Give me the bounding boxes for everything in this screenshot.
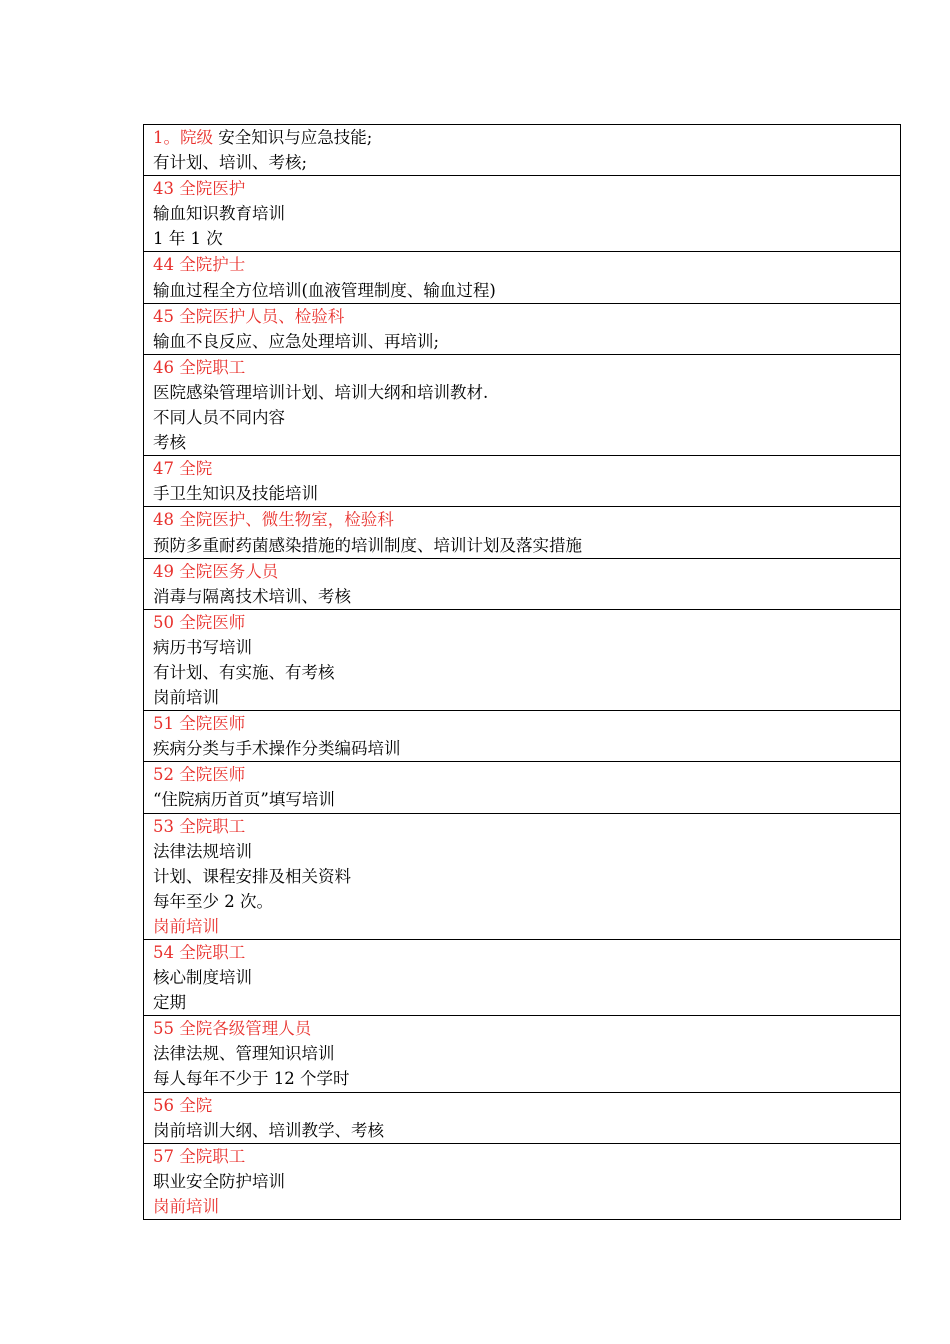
- table-cell: [144, 940, 901, 1016]
- table-row: [144, 1143, 901, 1219]
- category-label: 45 全院医护人员、检验科: [153, 306, 345, 326]
- item-text: 安全知识与应急技能;: [218, 128, 373, 147]
- item-text: 核心制度培训: [153, 968, 252, 988]
- table-row: [144, 558, 901, 609]
- table-row: [144, 252, 901, 303]
- table-row: [144, 609, 901, 710]
- category-label: 44 全院护士: [153, 255, 246, 275]
- training-table: [143, 124, 901, 1220]
- table-cell: [144, 711, 901, 762]
- item-text: 预防多重耐药菌感染措施的培训制度、培训计划及落实措施: [153, 535, 582, 555]
- table-cell: [144, 813, 901, 939]
- category-label: 46 全院职工: [153, 357, 246, 377]
- item-text: 不同人员不同内容: [153, 408, 285, 428]
- table-cell: [144, 176, 901, 252]
- category-label: 48 全院医护、微生物室，检验科: [153, 510, 394, 530]
- item-text: 定期: [153, 993, 186, 1013]
- item-text: 消毒与隔离技术培训、考核: [153, 586, 351, 606]
- item-text: 法律法规、管理知识培训: [153, 1044, 335, 1064]
- category-label: 51 全院医师: [153, 714, 246, 734]
- category-label: 54 全院职工: [153, 943, 246, 962]
- category-label: 49 全院医务人员: [153, 561, 279, 581]
- table-cell: [144, 1143, 901, 1219]
- category-label: 53 全院职工: [153, 816, 246, 836]
- table-row: [144, 813, 901, 939]
- table-row: [144, 762, 901, 813]
- item-text: 计划、课程安排及相关资料: [153, 866, 351, 886]
- category-label: 1。院级: [153, 128, 219, 147]
- category-label: 57 全院职工: [153, 1146, 246, 1166]
- item-text: 职业安全防护培训: [153, 1171, 285, 1191]
- item-text: 手卫生知识及技能培训: [153, 484, 318, 504]
- table-row: [144, 507, 901, 558]
- item-text: 每人每年不少于 12 个学时: [153, 1069, 350, 1089]
- table-cell: [144, 303, 901, 354]
- category-label: 52 全院医师: [153, 765, 246, 785]
- table-cell: [144, 558, 901, 609]
- item-text: 考核: [153, 433, 186, 453]
- item-text: 医院感染管理培训计划、培训大纲和培训教材.: [153, 382, 489, 402]
- item-text: 有计划、有实施、有考核: [153, 662, 335, 682]
- item-text: 疾病分类与手术操作分类编码培训: [153, 739, 401, 759]
- table-cell: [144, 125, 901, 176]
- item-text: 法律法规培训: [153, 841, 252, 861]
- table-cell: [144, 252, 901, 303]
- table-cell: [144, 507, 901, 558]
- table-row: [144, 303, 901, 354]
- category-label: 50 全院医师: [153, 612, 246, 632]
- item-text: 输血不良反应、应急处理培训、再培训;: [153, 331, 440, 351]
- table-row: [144, 1092, 901, 1143]
- table-row: [144, 711, 901, 762]
- table-cell: [144, 1092, 901, 1143]
- table-row: [144, 125, 901, 176]
- table-cell: [144, 354, 901, 455]
- table-row: [144, 456, 901, 507]
- item-text: 输血知识教育培训: [153, 204, 285, 224]
- category-label: 56 全院: [153, 1095, 213, 1115]
- category-label: 47 全院: [153, 459, 213, 479]
- table-row: [144, 1016, 901, 1092]
- table-cell: [144, 609, 901, 710]
- table-cell: [144, 762, 901, 813]
- item-text: 1 年 1 次: [153, 229, 223, 249]
- category-label: 岗前培训: [153, 1196, 219, 1216]
- item-text: 病历书写培训: [153, 637, 252, 657]
- item-text: “住院病历首页”填写培训: [153, 790, 335, 810]
- category-label: 岗前培训: [153, 916, 219, 936]
- item-text: 岗前培训: [153, 688, 219, 708]
- table-row: [144, 940, 901, 1016]
- table-row: [144, 176, 901, 252]
- item-text: 每年至少 2 次。: [153, 891, 273, 911]
- item-text: 输血过程全方位培训(血液管理制度、输血过程): [153, 280, 496, 300]
- table-row: [144, 354, 901, 455]
- item-text: 岗前培训大纲、培训教学、考核: [153, 1120, 384, 1140]
- category-label: 55 全院各级管理人员: [153, 1019, 312, 1039]
- table-cell: [144, 1016, 901, 1092]
- table-cell: [144, 456, 901, 507]
- category-label: 43 全院医护: [153, 179, 246, 199]
- cell-line: [153, 125, 900, 150]
- item-text: 有计划、培训、考核;: [153, 153, 308, 173]
- training-table-body: [144, 125, 901, 1220]
